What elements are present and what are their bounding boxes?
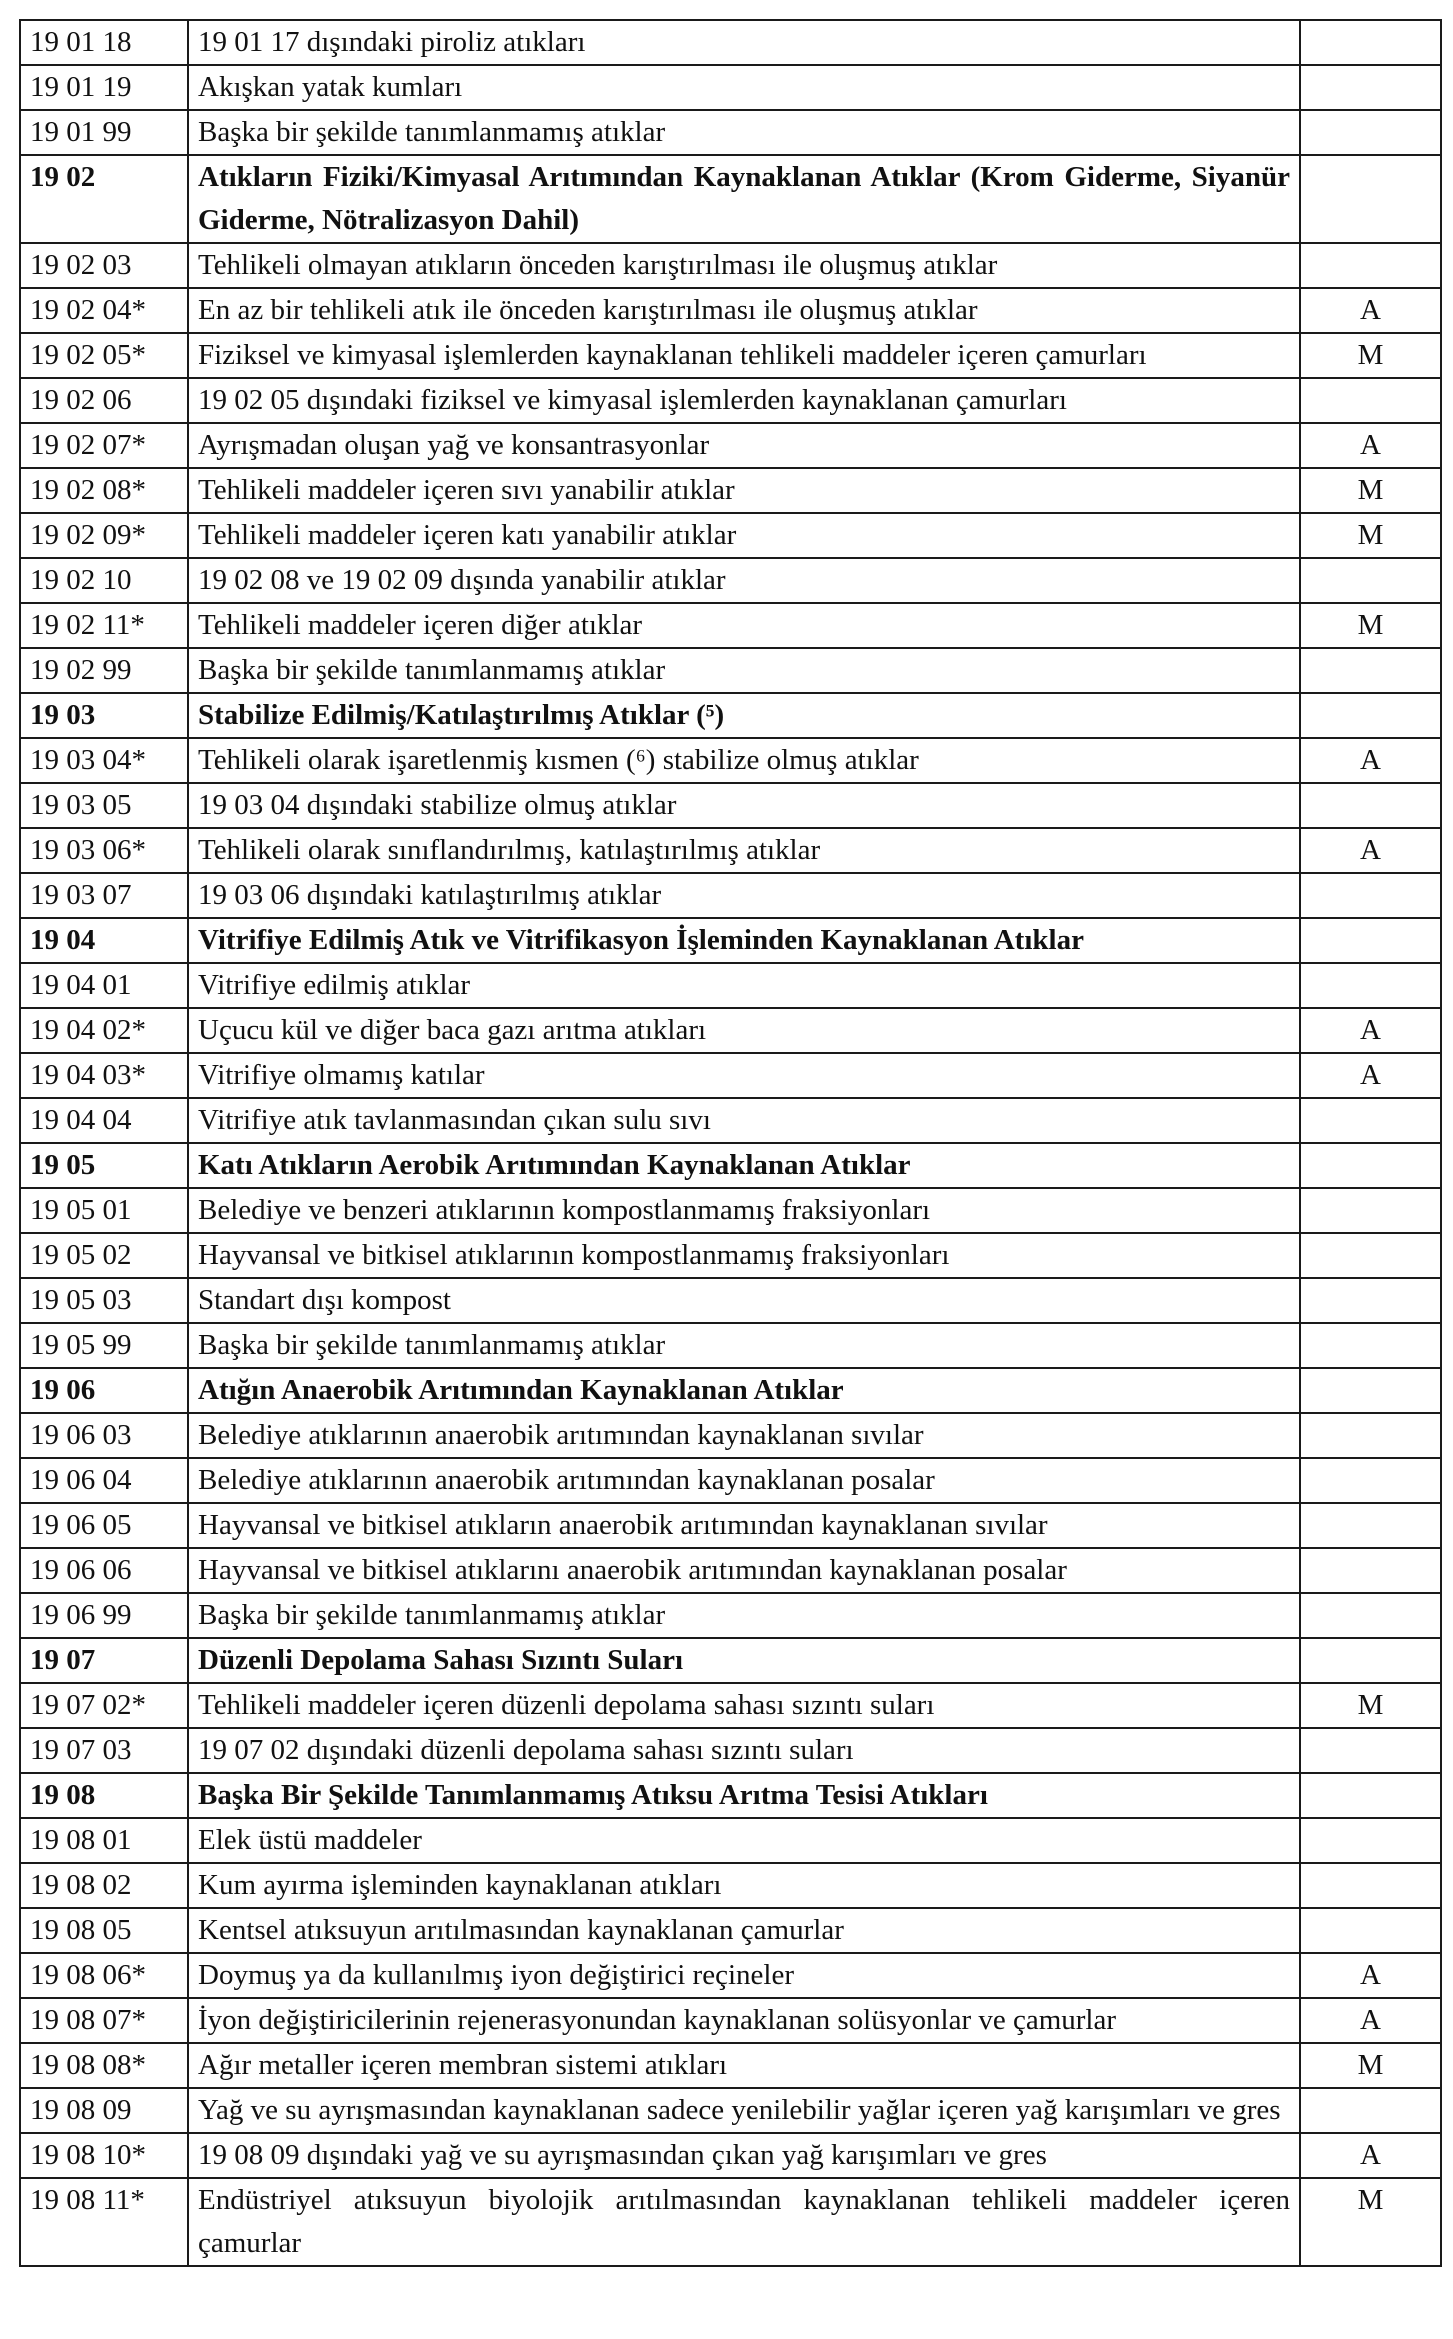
hazard-mark-cell: A [1300,1008,1441,1053]
section-header-row [20,155,1441,243]
waste-description-cell: 19 03 06 dışındaki katılaştırılmış atıklar [188,873,1300,918]
table-row [20,1953,1441,1998]
hazard-mark-cell [1300,1143,1441,1188]
hazard-mark-cell: A [1300,288,1441,333]
waste-code-cell: 19 08 06* [20,1953,188,1998]
waste-code-cell: 19 01 19 [20,65,188,110]
waste-description-cell: İyon değiştiricilerinin rejenerasyonundan kaynaklanan solüsyonlar ve çamurlar [188,1998,1300,2043]
table-row [20,423,1441,468]
waste-code-cell: 19 01 99 [20,110,188,155]
waste-code-cell: 19 02 10 [20,558,188,603]
table-row [20,1683,1441,1728]
hazard-mark-cell: M [1300,468,1441,513]
waste-code-cell: 19 03 07 [20,873,188,918]
table-row [20,1458,1441,1503]
table-row [20,1863,1441,1908]
waste-code-cell: 19 04 04 [20,1098,188,1143]
table-row [20,1593,1441,1638]
waste-code-cell: 19 08 10* [20,2133,188,2178]
waste-code-cell: 19 08 07* [20,1998,188,2043]
waste-code-cell: 19 06 [20,1368,188,1413]
waste-code-cell: 19 08 11* [20,2178,188,2266]
section-header-row [20,1368,1441,1413]
hazard-mark-cell: M [1300,2178,1441,2266]
waste-code-table-body [20,20,1441,2266]
hazard-mark-cell: A [1300,828,1441,873]
table-row [20,1278,1441,1323]
waste-description-cell: 19 02 05 dışındaki fiziksel ve kimyasal işlemlerden kaynaklanan çamurları [188,378,1300,423]
waste-code-cell: 19 06 06 [20,1548,188,1593]
waste-description-cell: Hayvansal ve bitkisel atıklarını anaerobik arıtımından kaynaklanan posalar [188,1548,1300,1593]
waste-description-cell: Vitrifiye Edilmiş Atık ve Vitrifikasyon İşleminden Kaynaklanan Atıklar [188,918,1300,963]
hazard-mark-cell [1300,1593,1441,1638]
hazard-mark-cell [1300,1368,1441,1413]
waste-description-cell: Belediye ve benzeri atıklarının kompostlanmamış fraksiyonları [188,1188,1300,1233]
waste-description-cell: Katı Atıkların Aerobik Arıtımından Kaynaklanan Atıklar [188,1143,1300,1188]
table-row [20,603,1441,648]
waste-code-cell: 19 02 04* [20,288,188,333]
waste-description-cell: Düzenli Depolama Sahası Sızıntı Suları [188,1638,1300,1683]
waste-code-cell: 19 08 02 [20,1863,188,1908]
waste-description-cell: Vitrifiye edilmiş atıklar [188,963,1300,1008]
waste-description-cell: Başka Bir Şekilde Tanımlanmamış Atıksu Arıtma Tesisi Atıkları [188,1773,1300,1818]
waste-code-cell: 19 08 08* [20,2043,188,2088]
table-row [20,2088,1441,2133]
waste-code-cell: 19 03 05 [20,783,188,828]
waste-description-cell: Tehlikeli maddeler içeren sıvı yanabilir atıklar [188,468,1300,513]
table-row [20,1818,1441,1863]
table-row [20,1008,1441,1053]
table-row [20,1728,1441,1773]
waste-code-cell: 19 05 01 [20,1188,188,1233]
waste-description-cell: Başka bir şekilde tanımlanmamış atıklar [188,1323,1300,1368]
waste-description-cell: En az bir tehlikeli atık ile önceden karıştırılması ile oluşmuş atıklar [188,288,1300,333]
waste-code-cell: 19 05 99 [20,1323,188,1368]
hazard-mark-cell: M [1300,1683,1441,1728]
waste-description-cell: Tehlikeli olmayan atıkların önceden karıştırılması ile oluşmuş atıklar [188,243,1300,288]
waste-code-cell: 19 02 [20,155,188,243]
hazard-mark-cell: A [1300,1053,1441,1098]
waste-description-cell: Tehlikeli olarak sınıflandırılmış, katılaştırılmış atıklar [188,828,1300,873]
waste-description-cell: 19 07 02 dışındaki düzenli depolama sahası sızıntı suları [188,1728,1300,1773]
waste-code-cell: 19 06 03 [20,1413,188,1458]
table-row [20,468,1441,513]
hazard-mark-cell [1300,1503,1441,1548]
waste-description-cell: Hayvansal ve bitkisel atıkların anaerobik arıtımından kaynaklanan sıvılar [188,1503,1300,1548]
waste-code-cell: 19 05 02 [20,1233,188,1278]
waste-description-cell: Ağır metaller içeren membran sistemi atıkları [188,2043,1300,2088]
waste-description-cell: Standart dışı kompost [188,1278,1300,1323]
waste-code-cell: 19 04 01 [20,963,188,1008]
hazard-mark-cell [1300,155,1441,243]
table-row [20,873,1441,918]
hazard-mark-cell [1300,648,1441,693]
table-row [20,828,1441,873]
waste-code-cell: 19 07 03 [20,1728,188,1773]
hazard-mark-cell: A [1300,1998,1441,2043]
waste-description-cell: Ayrışmadan oluşan yağ ve konsantrasyonlar [188,423,1300,468]
table-row [20,288,1441,333]
waste-code-cell: 19 05 [20,1143,188,1188]
hazard-mark-cell [1300,1188,1441,1233]
hazard-mark-cell [1300,1818,1441,1863]
hazard-mark-cell [1300,918,1441,963]
hazard-mark-cell [1300,963,1441,1008]
waste-description-cell: Kentsel atıksuyun arıtılmasından kaynaklanan çamurlar [188,1908,1300,1953]
waste-code-cell: 19 07 02* [20,1683,188,1728]
table-row [20,1503,1441,1548]
waste-description-cell: Belediye atıklarının anaerobik arıtımından kaynaklanan posalar [188,1458,1300,1503]
section-header-row [20,1638,1441,1683]
waste-code-cell: 19 02 03 [20,243,188,288]
waste-code-cell: 19 03 04* [20,738,188,783]
waste-description-cell: Başka bir şekilde tanımlanmamış atıklar [188,1593,1300,1638]
hazard-mark-cell: A [1300,423,1441,468]
waste-description-cell: Hayvansal ve bitkisel atıklarının kompostlanmamış fraksiyonları [188,1233,1300,1278]
hazard-mark-cell [1300,1098,1441,1143]
waste-description-cell: Atığın Anaerobik Arıtımından Kaynaklanan Atıklar [188,1368,1300,1413]
table-row [20,648,1441,693]
section-header-row [20,1143,1441,1188]
waste-code-cell: 19 06 99 [20,1593,188,1638]
waste-description-cell: Tehlikeli maddeler içeren katı yanabilir atıklar [188,513,1300,558]
waste-code-cell: 19 01 18 [20,20,188,65]
hazard-mark-cell [1300,873,1441,918]
hazard-mark-cell [1300,1773,1441,1818]
waste-description-cell: Akışkan yatak kumları [188,65,1300,110]
waste-description-cell: 19 02 08 ve 19 02 09 dışında yanabilir atıklar [188,558,1300,603]
table-row [20,1413,1441,1458]
waste-description-cell: 19 03 04 dışındaki stabilize olmuş atıklar [188,783,1300,828]
table-row [20,1998,1441,2043]
waste-description-cell: Kum ayırma işleminden kaynaklanan atıkları [188,1863,1300,1908]
hazard-mark-cell: M [1300,513,1441,558]
hazard-mark-cell [1300,1413,1441,1458]
waste-description-cell: Doymuş ya da kullanılmış iyon değiştirici reçineler [188,1953,1300,1998]
table-row [20,1188,1441,1233]
waste-description-cell: Tehlikeli maddeler içeren düzenli depolama sahası sızıntı suları [188,1683,1300,1728]
waste-code-cell: 19 08 01 [20,1818,188,1863]
waste-code-cell: 19 02 06 [20,378,188,423]
hazard-mark-cell [1300,1638,1441,1683]
waste-code-cell: 19 08 09 [20,2088,188,2133]
hazard-mark-cell [1300,1863,1441,1908]
hazard-mark-cell [1300,1458,1441,1503]
waste-code-cell: 19 04 03* [20,1053,188,1098]
table-row [20,783,1441,828]
table-row [20,1548,1441,1593]
waste-description-cell: Fiziksel ve kimyasal işlemlerden kaynaklanan tehlikeli maddeler içeren çamurları [188,333,1300,378]
table-row [20,1098,1441,1143]
waste-code-cell: 19 04 02* [20,1008,188,1053]
waste-code-cell: 19 08 05 [20,1908,188,1953]
waste-code-cell: 19 02 05* [20,333,188,378]
table-row [20,738,1441,783]
waste-code-cell: 19 04 [20,918,188,963]
hazard-mark-cell [1300,1908,1441,1953]
waste-description-cell: Vitrifiye olmamış katılar [188,1053,1300,1098]
waste-code-cell: 19 03 06* [20,828,188,873]
hazard-mark-cell [1300,1728,1441,1773]
hazard-mark-cell: M [1300,603,1441,648]
table-row [20,558,1441,603]
hazard-mark-cell [1300,1323,1441,1368]
waste-description-cell: Uçucu kül ve diğer baca gazı arıtma atıkları [188,1008,1300,1053]
waste-code-cell: 19 06 05 [20,1503,188,1548]
waste-code-cell: 19 02 07* [20,423,188,468]
waste-code-cell: 19 02 99 [20,648,188,693]
hazard-mark-cell: M [1300,333,1441,378]
waste-code-cell: 19 06 04 [20,1458,188,1503]
hazard-mark-cell [1300,378,1441,423]
table-row [20,1053,1441,1098]
table-row [20,20,1441,65]
waste-description-cell: 19 01 17 dışındaki piroliz atıkları [188,20,1300,65]
hazard-mark-cell [1300,20,1441,65]
document-page [19,19,1440,2267]
table-row [20,2133,1441,2178]
table-row [20,333,1441,378]
hazard-mark-cell [1300,110,1441,155]
hazard-mark-cell [1300,1278,1441,1323]
hazard-mark-cell [1300,65,1441,110]
table-row [20,2178,1441,2266]
hazard-mark-cell: A [1300,2133,1441,2178]
hazard-mark-cell: A [1300,738,1441,783]
hazard-mark-cell [1300,1548,1441,1593]
hazard-mark-cell: M [1300,2043,1441,2088]
table-row [20,1233,1441,1278]
waste-description-cell: Belediye atıklarının anaerobik arıtımından kaynaklanan sıvılar [188,1413,1300,1458]
waste-code-cell: 19 02 11* [20,603,188,648]
waste-code-cell: 19 02 08* [20,468,188,513]
waste-description-cell: Elek üstü maddeler [188,1818,1300,1863]
hazard-mark-cell [1300,2088,1441,2133]
hazard-mark-cell: A [1300,1953,1441,1998]
table-row [20,65,1441,110]
table-row [20,513,1441,558]
waste-code-table [19,19,1442,2267]
waste-description-cell: Stabilize Edilmiş/Katılaştırılmış Atıklar (⁵) [188,693,1300,738]
waste-code-cell: 19 03 [20,693,188,738]
waste-description-cell: Vitrifiye atık tavlanmasından çıkan sulu sıvı [188,1098,1300,1143]
section-header-row [20,1773,1441,1818]
waste-description-cell: 19 08 09 dışındaki yağ ve su ayrışmasından çıkan yağ karışımları ve gres [188,2133,1300,2178]
table-row [20,1908,1441,1953]
waste-description-cell: Atıkların Fiziki/Kimyasal Arıtımından Kaynaklanan Atıklar (Krom Giderme, Siyanür Giderme, Nötralizasyon Dahil) [188,155,1300,243]
waste-description-cell: Başka bir şekilde tanımlanmamış atıklar [188,110,1300,155]
section-header-row [20,918,1441,963]
table-row [20,110,1441,155]
section-header-row [20,693,1441,738]
waste-description-cell: Başka bir şekilde tanımlanmamış atıklar [188,648,1300,693]
waste-description-cell: Tehlikeli maddeler içeren diğer atıklar [188,603,1300,648]
waste-code-cell: 19 08 [20,1773,188,1818]
table-row [20,243,1441,288]
table-row [20,963,1441,1008]
hazard-mark-cell [1300,558,1441,603]
waste-code-cell: 19 02 09* [20,513,188,558]
hazard-mark-cell [1300,1233,1441,1278]
table-row [20,2043,1441,2088]
table-row [20,1323,1441,1368]
waste-code-cell: 19 05 03 [20,1278,188,1323]
hazard-mark-cell [1300,693,1441,738]
waste-code-cell: 19 07 [20,1638,188,1683]
table-row [20,378,1441,423]
waste-description-cell: Yağ ve su ayrışmasından kaynaklanan sadece yenilebilir yağlar içeren yağ karışımları ve gres [188,2088,1300,2133]
hazard-mark-cell [1300,243,1441,288]
waste-description-cell: Endüstriyel atıksuyun biyolojik arıtılmasından kaynaklanan tehlikeli maddeler içeren çamurlar [188,2178,1300,2266]
waste-description-cell: Tehlikeli olarak işaretlenmiş kısmen (⁶) stabilize olmuş atıklar [188,738,1300,783]
hazard-mark-cell [1300,783,1441,828]
